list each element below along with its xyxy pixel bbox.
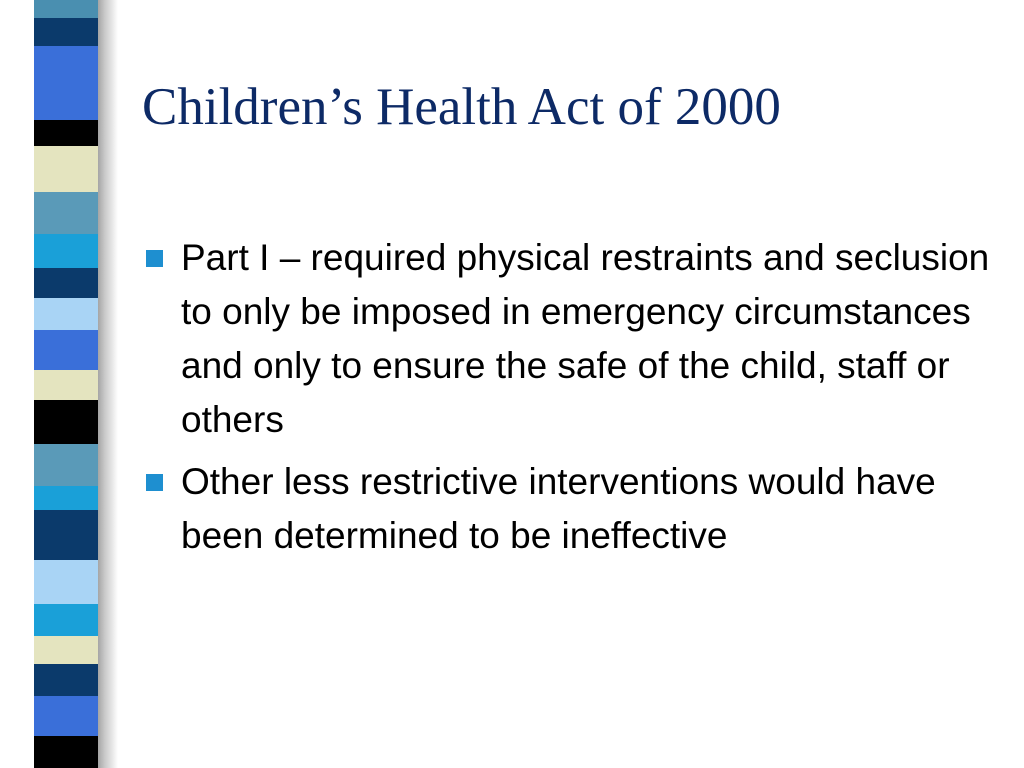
stripe-block xyxy=(34,146,98,192)
stripe-block xyxy=(34,604,98,636)
stripe-block xyxy=(34,560,98,604)
bullet-text: Other less restrictive interventions would have been determined to be ineffective xyxy=(181,461,936,556)
stripe-block xyxy=(34,120,98,146)
stripe-shadow xyxy=(96,0,118,768)
stripe-block xyxy=(34,510,98,560)
stripe-block xyxy=(34,298,98,330)
stripe-block xyxy=(34,78,98,120)
stripe-block xyxy=(34,444,98,486)
stripe-block xyxy=(34,268,98,298)
stripe-block xyxy=(34,736,98,768)
stripe-block xyxy=(34,234,98,268)
decorative-stripe xyxy=(34,0,98,768)
stripe-block xyxy=(34,636,98,664)
stripe-block xyxy=(34,664,98,696)
stripe-block xyxy=(34,0,98,18)
bullet-text: Part I – required physical restraints and seclusion to only be imposed in emergency circumstances and only to ensure the safe of the child, staff or others xyxy=(181,237,990,440)
stripe-block xyxy=(34,486,98,510)
bullet-item xyxy=(142,455,1002,563)
square-bullet-icon xyxy=(146,250,163,267)
stripe-block xyxy=(34,330,98,370)
stripe-block xyxy=(34,192,98,234)
bullet-item xyxy=(142,231,1002,447)
stripe-block xyxy=(34,370,98,400)
stripe-block xyxy=(34,400,98,444)
stripe-block xyxy=(34,696,98,736)
slide-title: Children’s Health Act of 2000 xyxy=(142,78,781,136)
stripe-block xyxy=(34,46,98,78)
square-bullet-icon xyxy=(146,474,163,491)
stripe-block xyxy=(34,18,98,46)
bullet-list xyxy=(142,231,1002,571)
